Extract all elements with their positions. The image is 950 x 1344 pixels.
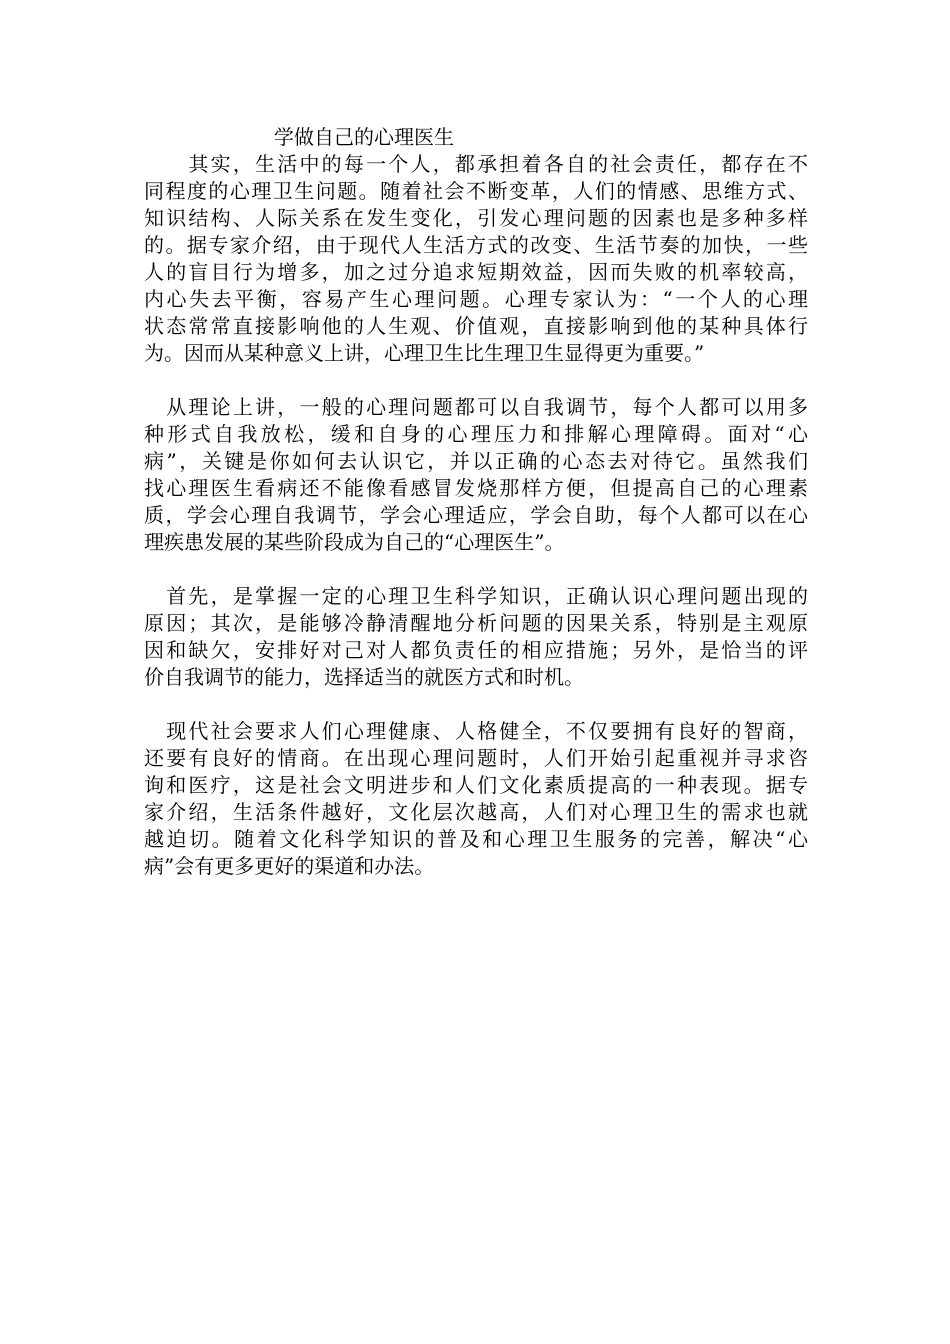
text-line: 理疾患发展的某些阶段成为自己的“心理医生”。	[144, 530, 565, 554]
text-line: 价自我调节的能力，选择适当的就医方式和时机。	[144, 665, 584, 689]
paragraph-2	[144, 394, 808, 556]
text-line: 原因；其次，是能够冷静清醒地分析问题的因果关系，特别是主观原	[144, 611, 808, 635]
text-line: 质，学会心理自我调节，学会心理适应，学会自助，每个人都可以在心	[144, 503, 808, 527]
paragraph-gap	[144, 691, 808, 718]
text-line: 内心失去平衡，容易产生心理问题。心理专家认为：“一个人的心理	[144, 287, 808, 311]
text-line: 病”会有更多更好的渠道和办法。	[144, 854, 435, 878]
text-line: 知识结构、人际关系在发生变化，引发心理问题的因素也是多种多样	[144, 206, 808, 230]
text-line: 人的盲目行为增多，加之过分追求短期效益，因而失败的机率较高，	[144, 260, 808, 284]
document-title: 学做自己的心理医生	[274, 125, 454, 149]
text-line: 询和医疗，这是社会文明进步和人们文化素质提高的一种表现。据专	[144, 773, 808, 797]
text-line: 病”，关键是你如何去认识它，并以正确的心态去对待它。虽然我们	[144, 449, 808, 473]
text-line: 从理论上讲，一般的心理问题都可以自我调节，每个人都可以用多	[144, 395, 808, 419]
text-line: 越迫切。随着文化科学知识的普及和心理卫生服务的完善，解决“心	[144, 827, 808, 851]
text-line: 种形式自我放松，缓和自身的心理压力和排解心理障碍。面对“心	[144, 422, 808, 446]
text-line: 同程度的心理卫生问题。随着社会不断变革，人们的情感、思维方式、	[144, 179, 808, 203]
text-line: 为。因而从某种意义上讲，心理卫生比生理卫生显得更为重要。”	[144, 341, 705, 365]
text-line: 找心理医生看病还不能像看感冒发烧那样方便，但提高自己的心理素	[144, 476, 808, 500]
text-line: 因和缺欠，安排好对己对人都负责任的相应措施；另外，是恰当的评	[144, 638, 808, 662]
paragraph-gap	[144, 367, 808, 394]
text-line: 其实，生活中的每一个人，都承担着各自的社会责任，都存在不	[144, 152, 808, 176]
paragraph-gap	[144, 556, 808, 583]
text-line: 家介绍，生活条件越好，文化层次越高，人们对心理卫生的需求也就	[144, 800, 808, 824]
text-line: 还要有良好的情商。在出现心理问题时，人们开始引起重视并寻求咨	[144, 746, 808, 770]
paragraph-3	[144, 583, 808, 691]
paragraph-1	[144, 151, 808, 367]
text-line: 的。据专家介绍，由于现代人生活方式的改变、生活节奏的加快，一些	[144, 233, 808, 257]
text-line: 现代社会要求人们心理健康、人格健全，不仅要拥有良好的智商，	[144, 719, 808, 743]
document-body	[144, 124, 808, 880]
paragraph-4	[144, 718, 808, 880]
text-line: 状态常常直接影响他的人生观、价值观，直接影响到他的某种具体行	[144, 314, 808, 338]
text-line: 首先，是掌握一定的心理卫生科学知识，正确认识心理问题出现的	[144, 584, 808, 608]
